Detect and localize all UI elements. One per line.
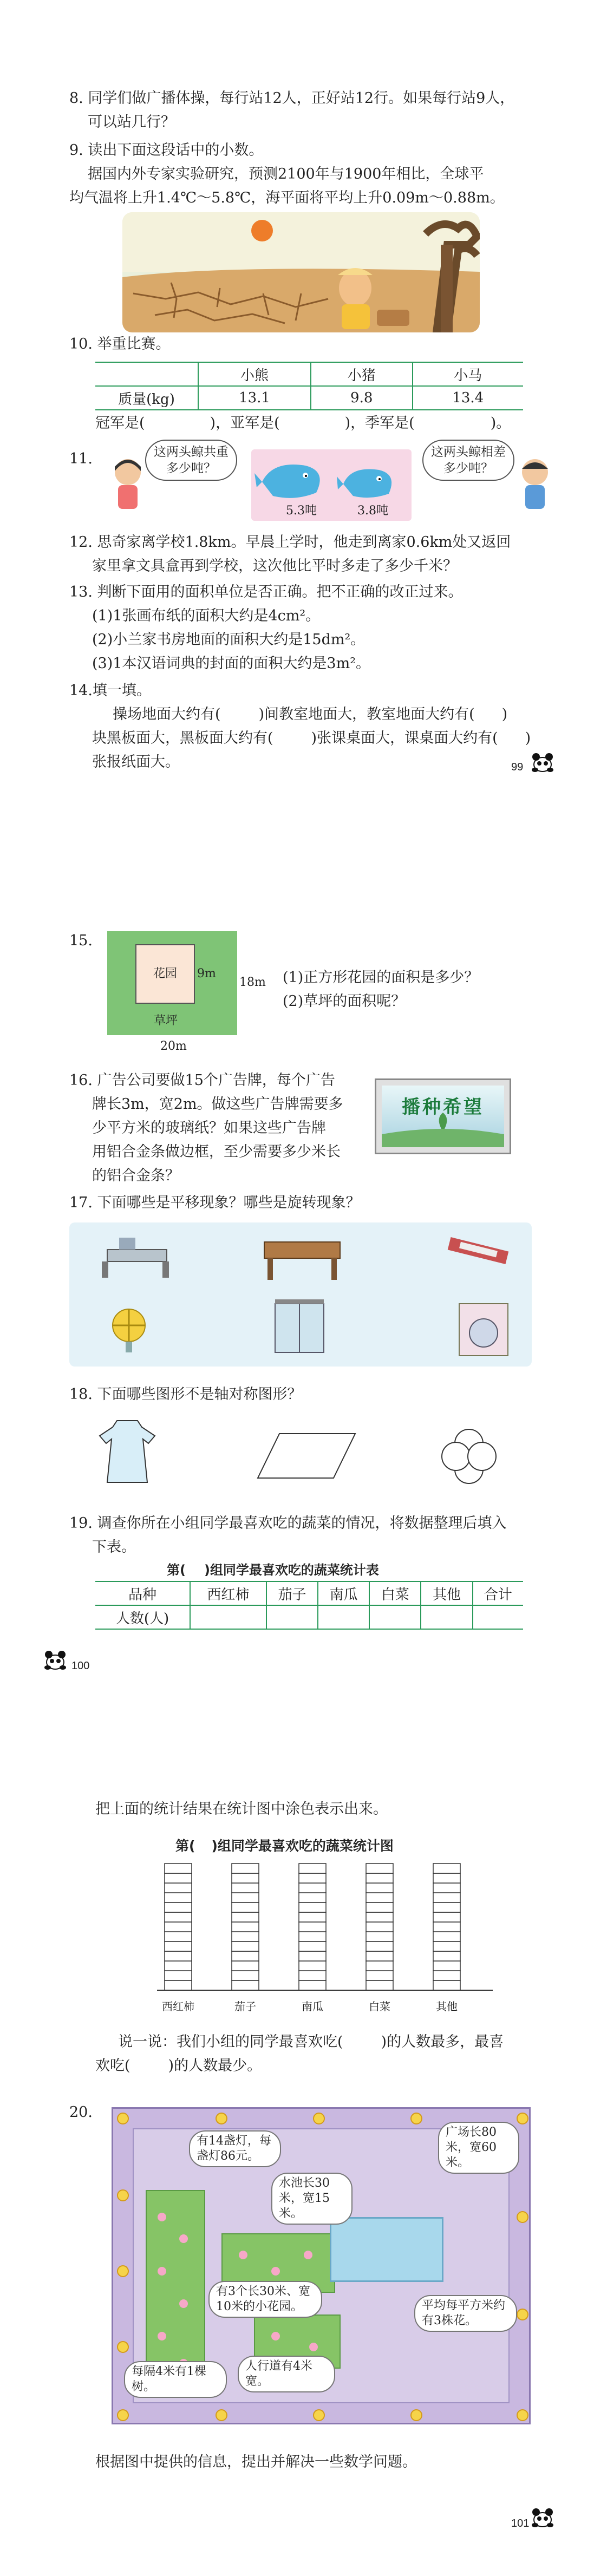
question-14 (69, 679, 557, 774)
q14-line2c: ) (525, 730, 531, 747)
whale1-weight: 5.3吨 (286, 504, 317, 518)
chart-cell (366, 1961, 393, 1971)
panda-icon (43, 1649, 68, 1675)
q16-line2: 牌长3m，宽2m。做这些广告牌需要多 (92, 1096, 343, 1113)
chart-title (175, 1835, 394, 1855)
question-13 (69, 580, 557, 676)
q16-line4: 用铝合金条做边框，至少需要多少米长 (92, 1143, 341, 1160)
chart-cell (299, 1883, 326, 1893)
question-8 (69, 87, 557, 134)
info-bubble-pool-size: 水池长30米，宽15米。 (271, 2173, 353, 2225)
chart-cell (165, 1883, 192, 1893)
question-9 (69, 139, 557, 210)
chart-cell (433, 1961, 460, 1971)
table-cell (318, 1605, 369, 1629)
side-18m-label: 18m (239, 976, 266, 989)
q14-line2a: 块黑板面大，黑板面大约有( (92, 730, 273, 747)
info-bubble-lights: 有14盏灯，每盏灯86元。 (189, 2130, 281, 2167)
q10-champion-label: 冠军是( (95, 415, 145, 431)
chart-cell (299, 1902, 326, 1912)
q15-item-1: (1)正方形花园的面积是多少？ (283, 969, 479, 986)
q14-line3: 张报纸面大。 (92, 754, 180, 770)
talk-a: 说一说：我们小组的同学最喜欢吃( (118, 2034, 343, 2050)
q16-line1: 广告公司要做15个广告牌，每个广告 (97, 1072, 335, 1089)
washing-machine-icon (459, 1304, 508, 1356)
chart-cell (433, 1980, 460, 1990)
chart-cell (366, 1873, 393, 1883)
table-cell: 13.1 (198, 386, 311, 410)
side-9m-label: 9m (197, 967, 216, 980)
q14-line1b: )间教室地面大，教室地面大约有( (258, 706, 475, 723)
table-header: 品种 (95, 1581, 190, 1605)
slide-rule-icon (448, 1237, 509, 1264)
chart-cell (433, 1932, 460, 1941)
chart-cell (232, 1961, 259, 1971)
q16-line3: 少平方米的玻璃纸？如果这些广告牌 (92, 1120, 326, 1136)
chart-cell (299, 1980, 326, 1990)
revolving-door-icon (275, 1299, 324, 1352)
chart-cell (366, 1971, 393, 1980)
chart-cell (299, 1873, 326, 1883)
chart-cell (299, 1864, 326, 1873)
chart-cell (433, 1902, 460, 1912)
speech-bubble-left: 这两头鲸共重多少吨？ (145, 440, 237, 481)
chart-cell (299, 1932, 326, 1941)
chart-cell (232, 1893, 259, 1902)
info-bubble-gardens: 有3个长30米、宽10米的小花园。 (208, 2281, 322, 2318)
table-cell (266, 1605, 318, 1629)
chart-category-label: 西红柿 (162, 2000, 194, 2013)
question-12 (69, 531, 557, 578)
chart-cell (366, 1980, 393, 1990)
page-number-101: 101 (511, 2518, 530, 2529)
chart-cell (165, 1922, 192, 1932)
question-19 (69, 1512, 557, 1559)
chart-instruction: 把上面的统计结果在统计图中涂色表示出来。 (95, 1801, 388, 1817)
chart-cell (366, 1932, 393, 1941)
talk-c: 欢吃( (95, 2057, 130, 2074)
q9-line2: 均气温将上升1.4℃～5.8℃，海平面将平均上升0.09m～0.88m。 (69, 189, 505, 206)
info-bubble-sidewalk: 人行道有4米宽。 (238, 2356, 335, 2392)
q9-title: 读出下面这段话中的小数。 (88, 142, 264, 159)
talk-d: )的人数最少。 (168, 2057, 262, 2074)
page-number-100: 100 (71, 1660, 90, 1672)
chart-title-b: )组同学最喜欢吃的蔬菜统计图 (211, 1838, 394, 1854)
q12-line1: 思奇家离学校1.8km。早晨上学时，他走到离家0.6km处又返回 (97, 534, 511, 551)
chart-cell (232, 1873, 259, 1883)
whale2-weight: 3.8吨 (357, 504, 388, 518)
parallelogram-shape (258, 1434, 355, 1478)
q10-runnerup-label: )，亚军是( (210, 415, 280, 431)
table-header-pig: 小猪 (311, 362, 413, 386)
chart-cell (366, 1893, 393, 1902)
panda-icon (530, 751, 554, 777)
q8-number: 8. (69, 90, 83, 107)
conveyor-icon (102, 1238, 169, 1278)
q13-number: 13. (69, 584, 93, 600)
q14-line1c: ) (501, 706, 508, 723)
billboard-image (375, 1078, 511, 1154)
q14-number: 14. (69, 682, 93, 699)
chart-cell (433, 1864, 460, 1873)
table-header: 西红柿 (190, 1581, 266, 1605)
table-cell: 9.8 (311, 386, 413, 410)
q19-line1: 调查你所在小组同学最喜欢吃的蔬菜的情况，将数据整理后填入 (97, 1515, 507, 1532)
q19-number: 19. (69, 1515, 93, 1532)
chart-cell (299, 1922, 326, 1932)
q18-title: 下面哪些图形不是轴对称图形？ (97, 1386, 302, 1403)
question-10 (69, 332, 171, 356)
q9-number: 9. (69, 142, 83, 159)
table-cell: 13.4 (413, 386, 524, 410)
q10-title: 举重比赛。 (97, 336, 171, 352)
chart-cell (232, 1902, 259, 1912)
table-header: 茄子 (266, 1581, 318, 1605)
chart-cell (366, 1883, 393, 1893)
table-cell (473, 1605, 523, 1629)
drought-illustration (122, 212, 480, 332)
chart-cell (366, 1864, 393, 1873)
q14-line2b: )张课桌面大，课桌面大约有( (311, 730, 498, 747)
q14-title: 填一填。 (92, 682, 151, 699)
shapes-row (95, 1417, 539, 1493)
chart-cell (165, 1873, 192, 1883)
chart-cell (165, 1980, 192, 1990)
chart-cell (232, 1922, 259, 1932)
dress-shape (100, 1421, 155, 1482)
table-header-horse: 小马 (413, 362, 524, 386)
chart-title-a: 第( (175, 1838, 195, 1854)
panda-icon (530, 2507, 554, 2532)
billboard-text: 播种希望 (402, 1096, 484, 1118)
motion-examples-panel (69, 1222, 532, 1367)
fan-icon (113, 1309, 145, 1352)
info-bubble-trees: 每隔4米有1棵树。 (124, 2361, 227, 2398)
boy-figure (513, 455, 557, 514)
q8-line2: 可以站几行？ (88, 114, 175, 130)
q13-title: 判断下面用的面积单位是否正确。把不正确的改正过来。 (97, 584, 463, 600)
chart-cell (299, 1912, 326, 1922)
chart-category-label: 茄子 (234, 2000, 256, 2013)
table-header: 合计 (473, 1581, 523, 1605)
q14-line1a: 操场地面大约有( (113, 706, 221, 723)
chart-cell (299, 1941, 326, 1951)
question-15-number: 15. (69, 932, 93, 949)
blank-bar-chart (157, 1862, 493, 1992)
question-11-number: 11. (69, 450, 93, 467)
chart-cell (232, 1971, 259, 1980)
closing-instruction: 根据图中提供的信息，提出并解决一些数学问题。 (95, 2454, 417, 2470)
talk-section (95, 2030, 561, 2078)
q16-line5: 的铝合金条？ (92, 1167, 180, 1184)
chart-category-label: 南瓜 (302, 2000, 323, 2013)
q15-questions (283, 966, 479, 1014)
table-header-bear: 小熊 (198, 362, 311, 386)
chart-cell (433, 1922, 460, 1932)
q10-answer-line (95, 411, 511, 435)
chart-cell (165, 1902, 192, 1912)
chart-cell (433, 1941, 460, 1951)
chart-cell (165, 1971, 192, 1980)
q12-line2: 家里拿文具盒再到学校，这次他比平时多走了多少千米？ (92, 558, 458, 574)
chart-cell (366, 1941, 393, 1951)
lawn-label: 草坪 (154, 1014, 178, 1028)
q19-table-title-a: 第( (167, 1562, 186, 1578)
chart-cell (232, 1883, 259, 1893)
table-row-label: 人数(人) (95, 1605, 190, 1629)
q10-third-label: )，季军是( (344, 415, 415, 431)
chart-cell (433, 1971, 460, 1980)
q17-title: 下面哪些是平移现象？哪些是旋转现象？ (97, 1194, 361, 1211)
chart-cell (299, 1893, 326, 1902)
q9-line1: 据国内外专家实验研究，预测2100年与1900年相比，全球平 (88, 166, 484, 182)
question-20-number: 20. (69, 2104, 93, 2121)
chart-cell (299, 1971, 326, 1980)
drawer-desk-icon (264, 1242, 340, 1280)
page-number-99: 99 (511, 761, 524, 773)
q10-number: 10. (69, 336, 93, 352)
table-header-blank (95, 362, 198, 386)
q19-line2: 下表。 (92, 1539, 136, 1555)
chart-cell (232, 1941, 259, 1951)
chart-cell (366, 1902, 393, 1912)
table-cell (369, 1605, 421, 1629)
q13-item-1: (1)1张画布纸的面积大约是4cm²。 (92, 607, 321, 624)
table-header: 南瓜 (318, 1581, 369, 1605)
chart-cell (165, 1941, 192, 1951)
info-bubble-plaza-size: 广场长80米，宽60米。 (438, 2122, 519, 2174)
question-18 (69, 1383, 302, 1407)
table-row-label: 质量(kg) (95, 386, 198, 410)
vegetable-table (95, 1581, 523, 1630)
chart-cell (232, 1912, 259, 1922)
chart-cell (232, 1932, 259, 1941)
whales-panel (251, 449, 412, 521)
plaza-illustration (112, 2107, 531, 2424)
table-cell (190, 1605, 266, 1629)
speech-bubble-right: 这两头鲸相差多少吨？ (422, 440, 514, 481)
weightlifting-table (95, 362, 523, 410)
chart-cell (232, 1951, 259, 1961)
q10-end-label: )。 (490, 415, 511, 431)
q12-number: 12. (69, 534, 93, 551)
table-header: 白菜 (369, 1581, 421, 1605)
q19-table-title (167, 1559, 379, 1578)
chart-cell (366, 1951, 393, 1961)
chart-cell (433, 1951, 460, 1961)
chart-cell (299, 1951, 326, 1961)
q8-line1: 同学们做广播体操，每行站12人，正好站12行。如果每行站9人， (88, 90, 515, 107)
chart-category-labels (157, 1998, 493, 2014)
girl-figure (106, 455, 149, 514)
chart-category-label: 白菜 (369, 2000, 390, 2013)
chart-cell (433, 1912, 460, 1922)
talk-b: )的人数最多，最喜 (381, 2034, 504, 2050)
chart-cell (366, 1922, 393, 1932)
chart-cell (232, 1864, 259, 1873)
chart-cell (165, 1864, 192, 1873)
four-circles-shape (442, 1429, 496, 1483)
chart-cell (433, 1873, 460, 1883)
chart-category-label: 其他 (436, 2000, 458, 2013)
chart-cell (165, 1961, 192, 1971)
chart-cell (366, 1912, 393, 1922)
q18-number: 18. (69, 1386, 93, 1403)
q16-number: 16. (69, 1072, 93, 1089)
q15-item-2: (2)草坪的面积呢？ (283, 993, 406, 1010)
side-20m-label: 20m (160, 1039, 187, 1053)
chart-cell (165, 1893, 192, 1902)
q19-table-title-b: )组同学最喜欢吃的蔬菜统计表 (204, 1562, 379, 1578)
chart-cell (165, 1951, 192, 1961)
q17-number: 17. (69, 1194, 93, 1211)
q13-item-3: (3)1本汉语词典的封面的面积大约是3m²。 (92, 655, 371, 672)
chart-cell (165, 1932, 192, 1941)
garden-square: 花园 (135, 944, 195, 1004)
table-header: 其他 (421, 1581, 472, 1605)
chart-cell (433, 1883, 460, 1893)
question-17 (69, 1191, 361, 1215)
q13-item-2: (2)小兰家书房地面的面积大约是15dm²。 (92, 631, 365, 648)
chart-cell (165, 1912, 192, 1922)
chart-cell (232, 1980, 259, 1990)
table-cell (421, 1605, 472, 1629)
chart-cell (433, 1893, 460, 1902)
chart-cell (299, 1961, 326, 1971)
question-16 (69, 1069, 373, 1188)
info-bubble-flowers: 平均每平方米约有3株花。 (414, 2295, 517, 2332)
